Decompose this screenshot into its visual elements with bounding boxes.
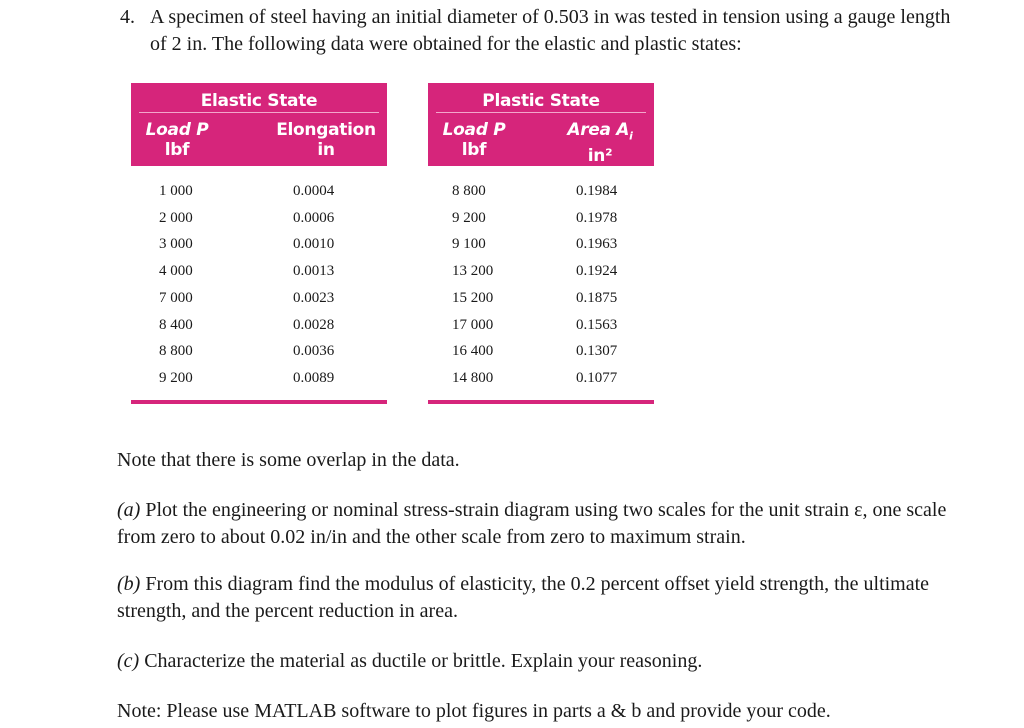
- part-b: [117, 571, 967, 625]
- elastic-load-cell: 4 000: [159, 263, 193, 280]
- part-a-text: Plot the engineering or nominal stress-strain diagram using two scales for the unit strain ε, one scale from zero to about 0.02 in/in and the other scale from zero to maximum strain.: [117, 499, 947, 548]
- part-b-text: From this diagram find the modulus of elasticity, the 0.2 percent offset yield strength, the ultimate strength, and the percent reduction in area.: [117, 573, 930, 622]
- plastic-area-unit: in²: [587, 146, 613, 167]
- plastic-load-cell: 14 800: [452, 369, 494, 386]
- plastic-area-cell: 0.1077: [576, 369, 618, 386]
- elastic-state-title: Elastic State: [200, 91, 318, 111]
- part-a: [117, 497, 967, 551]
- elastic-elongation-header: [267, 120, 385, 160]
- part-c-label: (c): [117, 650, 140, 672]
- elastic-load-header: [137, 120, 217, 160]
- elastic-elongation-cell: 0.0023: [293, 289, 335, 306]
- header-divider: [139, 112, 379, 113]
- part-c: [117, 648, 967, 675]
- elastic-table-body: [131, 166, 387, 386]
- plastic-load-unit: lbf: [461, 140, 487, 160]
- plastic-area-cell: 0.1963: [576, 236, 618, 253]
- note-matlab: Note: Please use MATLAB software to plot figures in parts a & b and provide your code.: [117, 700, 831, 722]
- plastic-area-header: [550, 120, 650, 166]
- elastic-elongation-unit: in: [317, 140, 335, 160]
- table-bottom-rule: [428, 400, 654, 404]
- elastic-elongation-cell: 0.0006: [293, 209, 335, 226]
- elastic-elongation-cell: 0.0089: [293, 369, 335, 386]
- elastic-load-cell: 1 000: [159, 183, 193, 199]
- plastic-load-cell: 9 200: [452, 209, 486, 226]
- plastic-load-cell: 13 200: [452, 263, 494, 280]
- elastic-elongation-cell: 0.0010: [293, 236, 335, 253]
- plastic-load-cell: 8 800: [452, 183, 486, 199]
- part-a-label: (a): [117, 499, 141, 521]
- elastic-load-cell: 2 000: [159, 209, 193, 226]
- elastic-elongation-cell: 0.0013: [293, 263, 335, 280]
- elastic-load-cell: 9 200: [159, 369, 193, 386]
- problem-statement: [120, 4, 960, 58]
- problem-text: A specimen of steel having an initial diameter of 0.503 in was tested in tension using a gauge length of 2 in. The following data were obtained for the elastic and plastic states:: [150, 6, 951, 55]
- elastic-elongation-cell: 0.0028: [293, 316, 335, 333]
- elastic-state-table: [131, 83, 387, 386]
- elastic-load-cell: 7 000: [159, 289, 193, 306]
- plastic-area-subscript: i: [629, 129, 633, 143]
- elastic-load-cell: 8 400: [159, 316, 193, 333]
- table-bottom-rule: [131, 400, 387, 404]
- plastic-load-cell: 16 400: [452, 343, 494, 360]
- problem-number: 4.: [120, 6, 135, 28]
- elastic-table-header: [131, 83, 387, 166]
- note-overlap: Note that there is some overlap in the data.: [117, 449, 460, 471]
- header-divider: [436, 112, 646, 113]
- part-c-text: Characterize the material as ductile or brittle. Explain your reasoning.: [144, 650, 703, 672]
- plastic-area-cell: 0.1978: [576, 209, 618, 226]
- plastic-area-cell: 0.1875: [576, 289, 618, 306]
- elastic-load-unit: lbf: [164, 140, 190, 160]
- elastic-load-label: Load P: [145, 120, 209, 140]
- plastic-area-cell: 0.1924: [576, 263, 618, 280]
- elastic-load-cell: 3 000: [159, 236, 193, 253]
- plastic-load-cell: 9 100: [452, 236, 486, 253]
- plastic-load-cell: 15 200: [452, 289, 494, 306]
- plastic-area-cell: 0.1307: [576, 343, 618, 360]
- plastic-load-label: Load P: [442, 120, 506, 140]
- plastic-load-header: [434, 120, 514, 160]
- plastic-table-body: [428, 166, 654, 386]
- plastic-area-label: Area A: [567, 120, 630, 140]
- plastic-state-title: Plastic State: [482, 91, 600, 111]
- plastic-load-cell: 17 000: [452, 316, 494, 333]
- plastic-state-table: [428, 83, 654, 386]
- elastic-elongation-label: Elongation: [276, 120, 376, 140]
- elastic-elongation-cell: 0.0036: [293, 343, 335, 360]
- elastic-elongation-cell: 0.0004: [293, 183, 335, 199]
- plastic-area-cell: 0.1563: [576, 316, 618, 333]
- plastic-area-cell: 0.1984: [576, 183, 618, 199]
- elastic-load-cell: 8 800: [159, 343, 193, 360]
- plastic-table-header: [428, 83, 654, 166]
- part-b-label: (b): [117, 573, 141, 595]
